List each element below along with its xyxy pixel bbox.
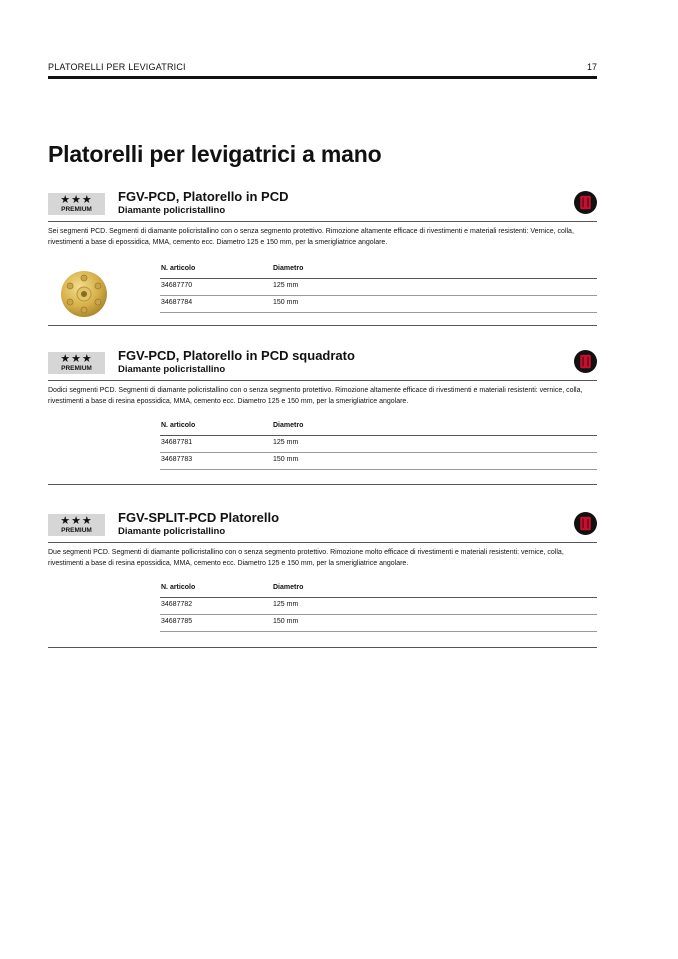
column-header-diameter: Diametro (273, 584, 304, 591)
table-row (160, 436, 597, 453)
article-table (160, 581, 597, 632)
rating-stars-icon: ★★★ (60, 515, 93, 527)
article-table (160, 419, 597, 470)
rating-stars-icon: ★★★ (60, 194, 93, 206)
section-end-rule (48, 325, 597, 326)
header-rule (48, 76, 597, 79)
column-header-article: N. articolo (161, 265, 196, 272)
pcd-disc-image (60, 270, 108, 318)
article-number: 34687785 (161, 618, 193, 625)
badge-label: PREMIUM (61, 527, 92, 534)
article-table (160, 262, 597, 313)
article-number: 34687770 (161, 282, 193, 289)
product-subtitle: Diamante policristallino (118, 205, 226, 216)
badge-label: PREMIUM (61, 365, 92, 372)
section-rule (48, 542, 597, 543)
table-header-row (160, 581, 597, 598)
table-row (160, 296, 597, 313)
product-description: Due segmenti PCD. Segmenti di diamante pollicristallino con o senza segmento protettivo. Rimozione molto efficace di rivestimenti e materiali resistenti: vernice, colla, rivestimenti a base di resina epossidica, MMA, cemento ecc. Diametro 125 e 150 mm, per la smerigliatrice angolare. (48, 549, 564, 567)
diameter-value: 125 mm (273, 282, 299, 289)
section-end-rule (48, 647, 597, 648)
table-row (160, 279, 597, 296)
angle-grinder-disc-icon (574, 191, 597, 214)
column-header-diameter: Diametro (273, 265, 304, 272)
product-title: FGV-PCD, Platorello in PCD squadrato (118, 348, 355, 363)
section-end-rule (48, 484, 597, 485)
article-number: 34687782 (161, 601, 193, 608)
badge-label: PREMIUM (61, 206, 92, 213)
table-row (160, 598, 597, 615)
page-title: Platorelli per levigatrici a mano (48, 141, 382, 167)
product-title: FGV-SPLIT-PCD Platorello (118, 510, 280, 525)
section-rule (48, 221, 597, 222)
section-title: PLATORELLI PER LEVIGATRICI (48, 62, 186, 72)
article-number: 34687784 (161, 299, 193, 306)
article-number: 34687781 (161, 439, 193, 446)
table-row (160, 615, 597, 632)
column-header-article: N. articolo (161, 584, 196, 591)
product-title: FGV-PCD, Platorello in PCD (118, 189, 289, 204)
section-rule (48, 380, 597, 381)
premium-badge (48, 514, 105, 536)
diameter-value: 125 mm (273, 601, 299, 608)
rating-stars-icon: ★★★ (60, 353, 93, 365)
angle-grinder-disc-icon (574, 350, 597, 373)
page-number: 17 (586, 62, 597, 72)
product-subtitle: Diamante policristallino (118, 526, 226, 537)
diameter-value: 150 mm (273, 299, 299, 306)
column-header-diameter: Diametro (273, 422, 304, 429)
angle-grinder-disc-icon (574, 512, 597, 535)
running-header (48, 62, 597, 74)
product-description: Sei segmenti PCD. Segmenti di diamante policristallino con o senza segmento protettivo. Rimozione altamente efficace di rivestimenti e materiali resistenti: Vernice, colla, rivestimenti a base di epossidica, MMA, cemento ecc. Diametro 125 e 150 mm, per la smerigliatrice angolare. (48, 228, 574, 246)
diameter-value: 125 mm (273, 439, 299, 446)
premium-badge (48, 352, 105, 374)
product-subtitle: Diamante policristallino (118, 364, 226, 375)
premium-badge (48, 193, 105, 215)
table-row (160, 453, 597, 470)
product-description: Dodici segmenti PCD. Segmenti di diamante policristallino con o senza segmento protettivo. Rimozione altamente efficace di rivestimenti e materiali resistenti: vernice, colla, rivestimenti a base di resina epossidica, MMA, cemento ecc. Diametro 125 e 150 mm, per la smerigliatrice angolare. (48, 387, 583, 405)
table-header-row (160, 262, 597, 279)
column-header-article: N. articolo (161, 422, 196, 429)
table-header-row (160, 419, 597, 436)
diameter-value: 150 mm (273, 618, 299, 625)
diameter-value: 150 mm (273, 456, 299, 463)
article-number: 34687783 (161, 456, 193, 463)
